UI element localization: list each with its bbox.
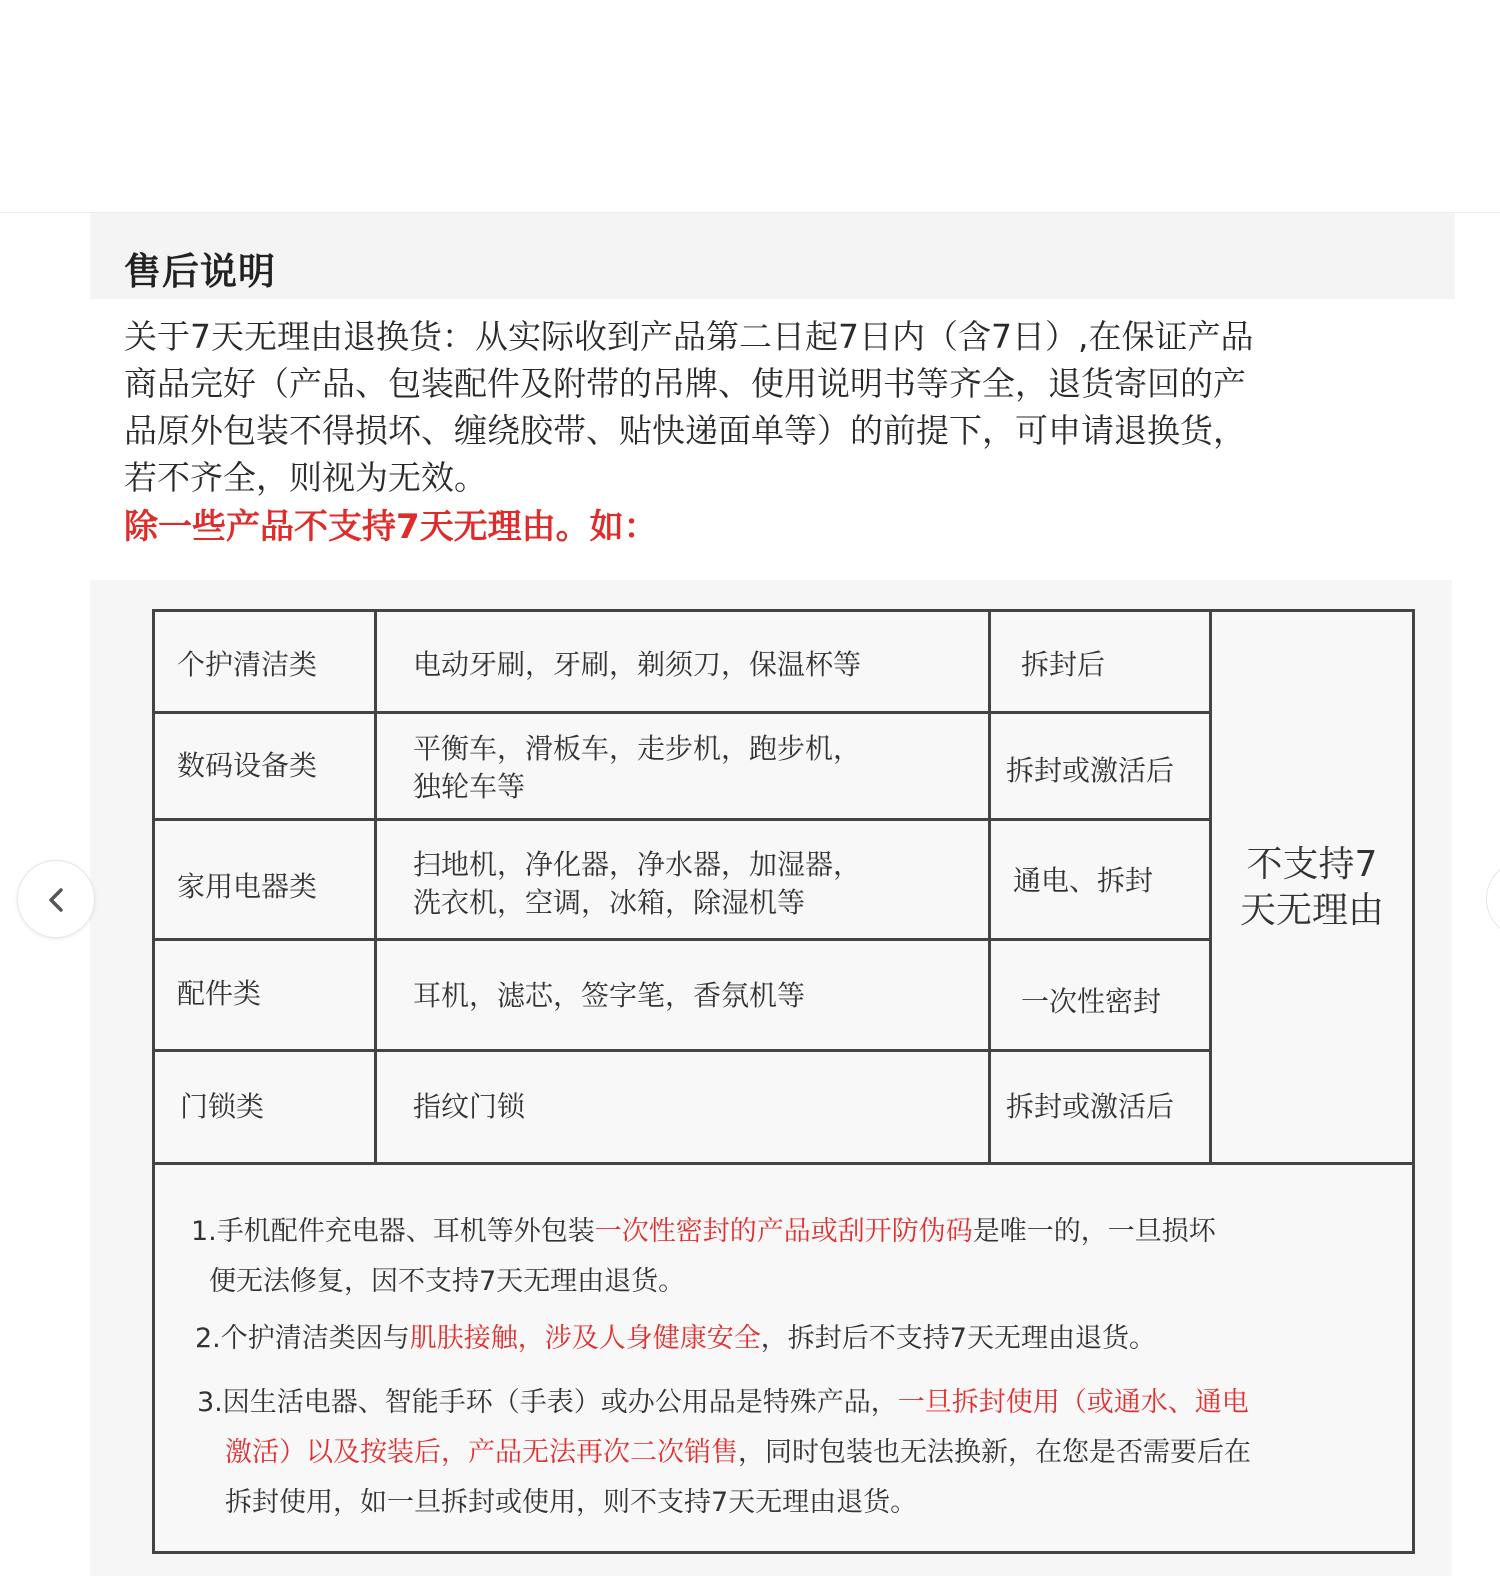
table-cell-category: 配件类 xyxy=(177,977,262,1010)
table-cell-condition: 通电、拆封 xyxy=(1013,864,1154,897)
table-cell-condition: 拆封或激活后 xyxy=(1006,1090,1175,1123)
note-1: 1.手机配件充电器、耳机等外包装一次性密封的产品或刮开防伪码是唯一的，一旦损坏 xyxy=(191,1216,1216,1247)
table-cell-condition: 拆封后 xyxy=(1021,648,1106,681)
exception-notice: 除一些产品不支持7天无理由。如： xyxy=(124,507,658,547)
table-divider xyxy=(155,1162,1412,1165)
table-cell-items: 电动牙刷，牙刷，剃须刀，保温杯等 xyxy=(413,648,862,681)
table-cell-condition: 一次性密封 xyxy=(1021,985,1162,1018)
table-divider xyxy=(155,1049,1212,1052)
table-divider xyxy=(155,711,1212,714)
policy-line: 商品完好（产品、包装配件及附带的吊牌、使用说明书等齐全，退货寄回的产 xyxy=(124,364,1246,403)
note-3: 3.因生活电器、智能手环（手表）或办公用品是特殊产品，一旦拆封使用（或通水、通电 xyxy=(197,1387,1249,1418)
table-cell-condition: 拆封或激活后 xyxy=(1006,754,1175,787)
merged-not-supported-cell xyxy=(1212,842,1412,934)
table-cell-items: 耳机，滤芯，签字笔，香氛机等 xyxy=(413,979,806,1012)
policy-line: 品原外包装不得损坏、缠绕胶带、贴快递面单等）的前提下，可申请退换货， xyxy=(124,411,1246,450)
return-policy-text xyxy=(124,313,1424,501)
note-1-continued: 便无法修复，因不支持7天无理由退货。 xyxy=(209,1266,686,1297)
table-divider xyxy=(988,612,991,1164)
table-cell-category: 数码设备类 xyxy=(177,749,318,782)
table-cell-category: 个护清洁类 xyxy=(177,648,318,681)
table-cell-items: 平衡车，滑板车，走步机，跑步机， xyxy=(413,732,862,765)
chevron-left-icon xyxy=(45,887,69,913)
table-cell-items: 独轮车等 xyxy=(413,770,526,803)
section-header-band xyxy=(90,213,1455,299)
carousel-prev-button[interactable] xyxy=(17,860,95,938)
note-3-continued: 激活）以及按装后，产品无法再次二次销售，同时包装也无法换新，在您是否需要后在 xyxy=(225,1437,1251,1468)
section-title: 售后说明 xyxy=(124,250,276,293)
policy-line: 关于7天无理由退换货：从实际收到产品第二日起7日内（含7日）,在保证产品 xyxy=(124,317,1254,356)
non-returnable-table xyxy=(152,609,1415,1554)
merged-label-line: 天无理由 xyxy=(1239,890,1384,931)
note-2: 2.个护清洁类因与肌肤接触，涉及人身健康安全，拆封后不支持7天无理由退货。 xyxy=(195,1323,1156,1354)
note-3-continued: 拆封使用，如一旦拆封或使用，则不支持7天无理由退货。 xyxy=(225,1487,918,1518)
table-divider xyxy=(155,938,1212,941)
table-divider xyxy=(155,818,1212,821)
table-cell-items: 指纹门锁 xyxy=(413,1090,526,1123)
policy-line: 若不齐全，则视为无效。 xyxy=(124,458,487,497)
merged-label-line: 不支持7 xyxy=(1246,844,1378,885)
table-cell-category: 家用电器类 xyxy=(177,870,318,903)
table-cell-category: 门锁类 xyxy=(180,1090,265,1123)
carousel-next-button[interactable] xyxy=(1486,860,1500,938)
table-divider xyxy=(374,612,377,1164)
top-blank-area xyxy=(0,0,1500,213)
table-cell-items: 洗衣机，空调，冰箱，除湿机等 xyxy=(413,886,806,919)
table-cell-items: 扫地机，净化器，净水器，加湿器， xyxy=(413,848,862,881)
